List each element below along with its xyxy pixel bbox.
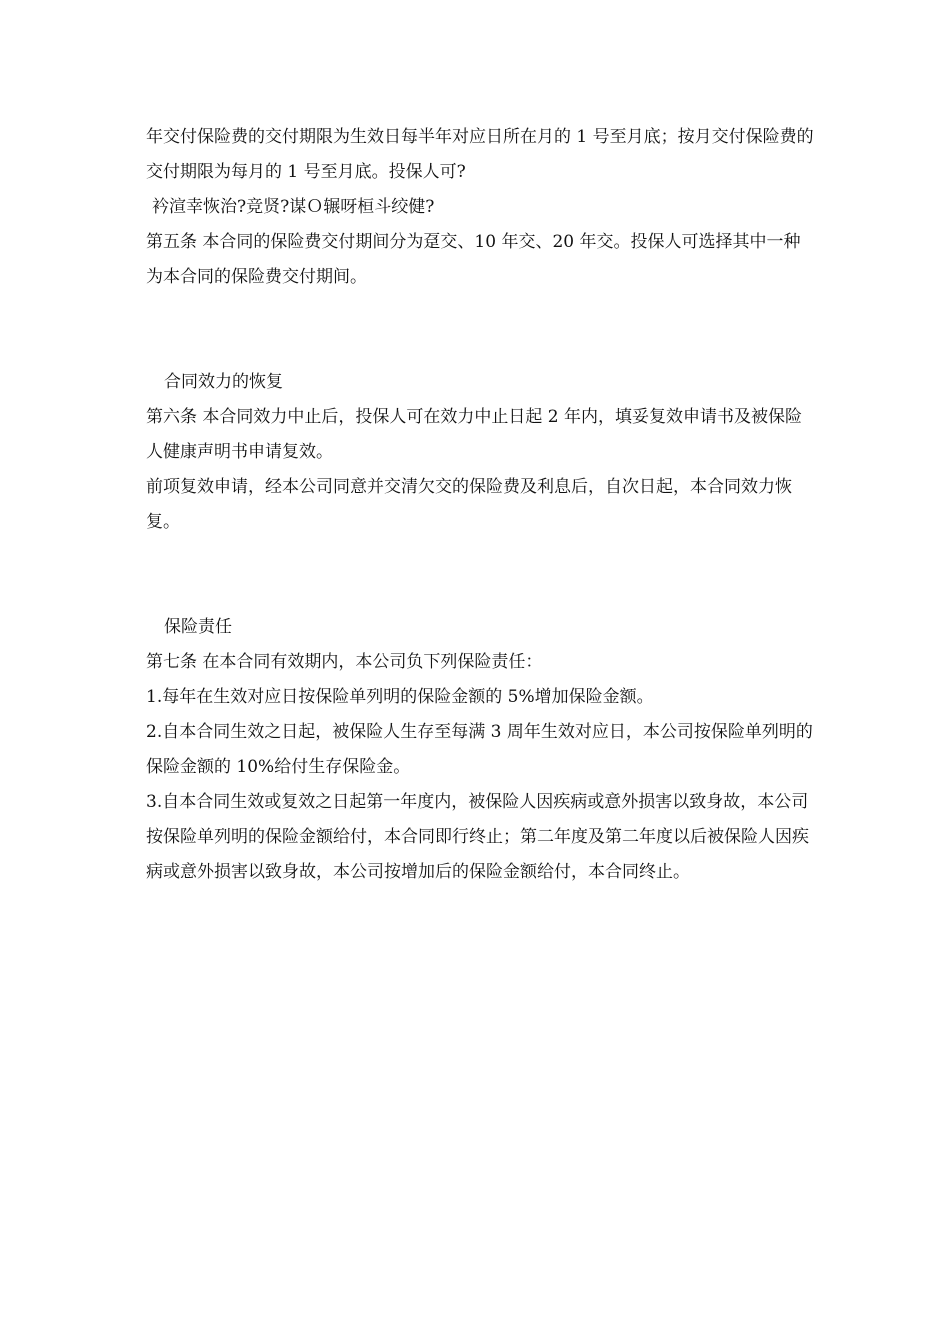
section-spacer bbox=[146, 540, 816, 610]
section-heading-reinstatement: 合同效力的恢复 bbox=[164, 372, 283, 392]
clause-5: 第五条 本合同的保险费交付期间分为趸交、10 年交、20 年交。投保人可选择其中一种为本合同的保险费交付期间。 bbox=[146, 232, 801, 287]
section-heading-insurance-liability: 保险责任 bbox=[164, 617, 232, 637]
liability-item-1: 1.每年在生效对应日按保险单列明的保险金额的 5%增加保险金额。 bbox=[146, 687, 654, 707]
paragraph-garbled-line: 衿渲幸恢治?竞贤?谋Ｏ辗呀桓斗绞健? bbox=[152, 197, 435, 217]
paragraph-payment-term: 年交付保险费的交付期限为生效日每半年对应日所在月的 1 号至月底；按月交付保险费的交付期限为每月的 1 号至月底。投保人可? bbox=[146, 127, 814, 182]
clause-6: 第六条 本合同效力中止后，投保人可在效力中止日起 2 年内，填妥复效申请书及被保险人健康声明书申请复效。 bbox=[146, 407, 803, 462]
paragraph-reinstatement-approval: 前项复效申请，经本公司同意并交清欠交的保险费及利息后，自次日起，本合同效力恢复。 bbox=[146, 477, 792, 532]
document-body bbox=[146, 120, 816, 890]
liability-item-2: 2.自本合同生效之日起，被保险人生存至每满 3 周年生效对应日，本公司按保险单列明的保险金额的 10%给付生存保险金。 bbox=[146, 722, 813, 777]
liability-item-3: 3.自本合同生效或复效之日起第一年度内，被保险人因疾病或意外损害以致身故，本公司按保险单列明的保险金额给付，本合同即行终止；第二年度及第二年度以后被保险人因疾病或意外损害以致身故，本公司按增加后的保险金额给付，本合同终止。 bbox=[146, 792, 809, 882]
clause-7: 第七条 在本合同有效期内，本公司负下列保险责任： bbox=[146, 652, 543, 672]
section-spacer bbox=[146, 295, 816, 365]
